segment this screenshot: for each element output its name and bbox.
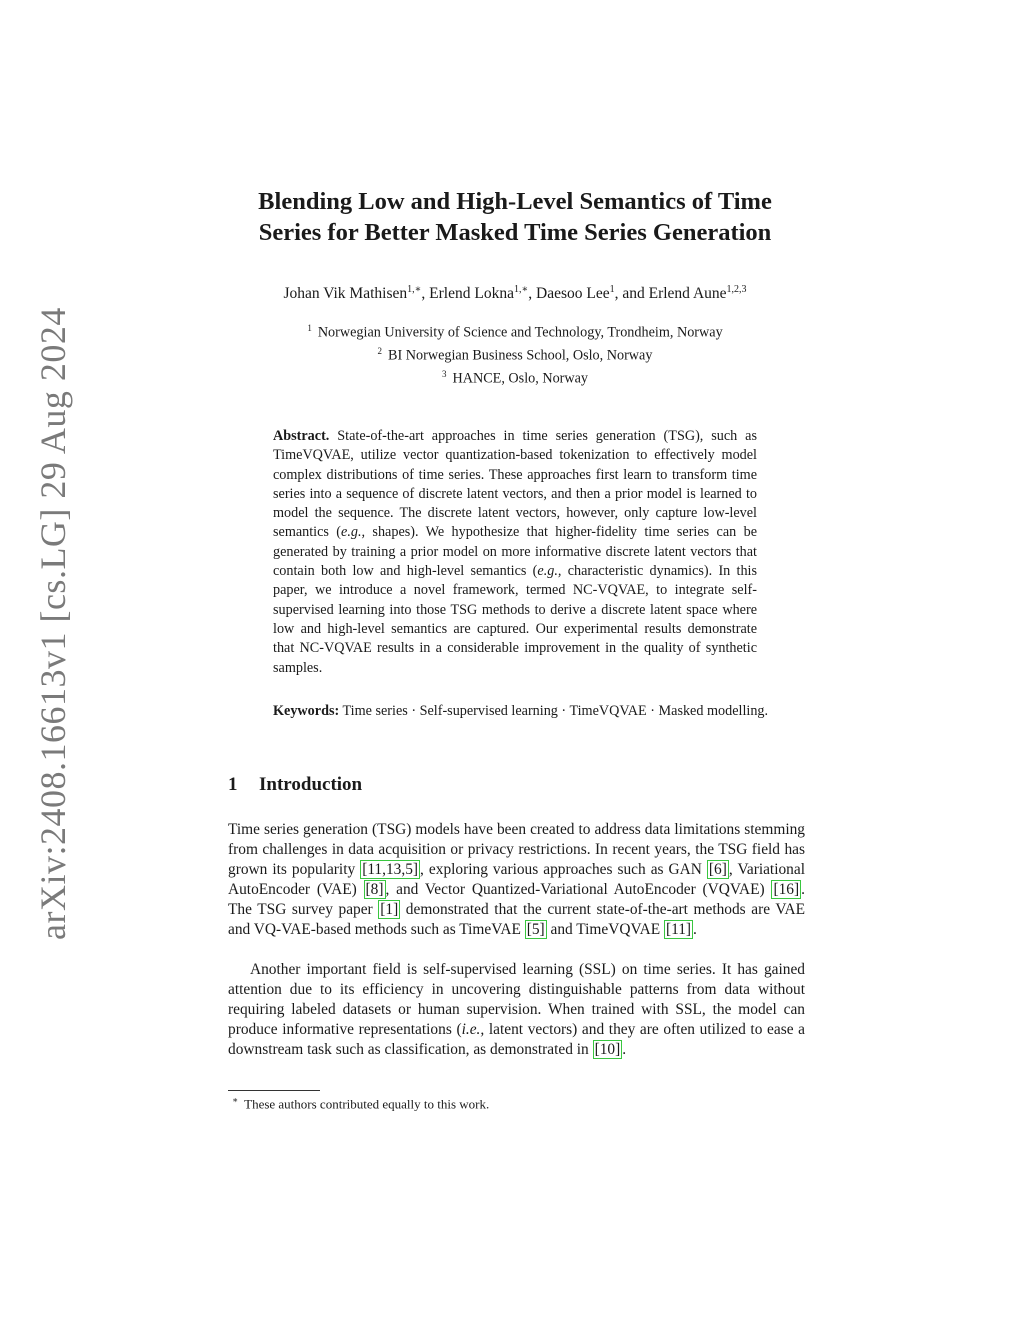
author-name: Daesoo Lee xyxy=(536,285,610,303)
paragraph-text: . The TSG survey paper xyxy=(228,881,805,919)
affiliation-text: Norwegian University of Science and Technology, Trondheim, Norway xyxy=(317,324,723,341)
section-number: 1 xyxy=(228,774,238,795)
author-affil-mark: 1,∗ xyxy=(407,284,422,295)
affiliation-list xyxy=(200,319,830,389)
title-line-2: Series for Better Masked Time Series Generation xyxy=(258,219,772,246)
author-affil-mark: 1 xyxy=(609,284,615,295)
author-affil-mark: 1,∗ xyxy=(513,284,529,295)
affiliation xyxy=(200,365,830,388)
paragraph-text: and TimeVQVAE xyxy=(546,921,664,939)
footnote-mark: ∗ xyxy=(232,1095,239,1105)
abstract-text: characteristic dynamics). In this paper, we introduce a novel framework, termed NC-VQVAE, to integrate self-supervised learning into those TSG methods to derive a discrete latent space where low and high-level semantics are captured. Our experimental results demonstrate that NC-VQVAE results in a considerable improvement in the quality of synthetic samples. xyxy=(273,563,757,676)
affiliation xyxy=(200,319,830,342)
affiliation-mark: 2 xyxy=(377,346,383,357)
paragraph-text: Another important field is self-supervised learning (SSL) on time series. It has gained attention due to its efficiency in uncovering distinguishable patterns from data without requiring labeled datasets or human supervision. When trained with SSL, the model can produce informative representations ( xyxy=(228,961,805,1039)
abstract-label: Abstract. xyxy=(273,428,330,444)
footnote xyxy=(232,1095,489,1112)
abstract-eg: e.g., xyxy=(341,524,366,541)
section-title: Introduction xyxy=(259,774,363,795)
intro-paragraph-1 xyxy=(228,820,805,941)
paragraph-text: , Variational AutoEncoder (VAE) xyxy=(228,861,805,899)
abstract-text: State-of-the-art approaches in time series generation (TSG), such as TimeVQVAE, utilize vector quantization-based tokenization to effectively model complex distributions of time series. These approaches first learn to transform time series into a sequence of discrete latent vectors, and then a prior model is learned to model the sequence. The discrete latent vectors, however, only capture low-level semantics ( xyxy=(273,428,757,541)
arxiv-identifier: arXiv:2408.16613v1 [cs.LG] 29 Aug 2024 xyxy=(33,307,73,940)
paper-title xyxy=(200,186,830,248)
arxiv-side-stamp xyxy=(28,0,73,1325)
keywords xyxy=(273,702,769,721)
abstract-text: shapes). We hypothesize that higher-fidelity time series can be generated by training a prior model on more informative discrete latent vectors that contain both low and high-level semantics ( xyxy=(273,524,757,580)
footnote-rule xyxy=(228,1090,320,1091)
citation-link[interactable]: [11,13,5] xyxy=(362,861,419,879)
keywords-text: Time series · Self-supervised learning · TimeVQVAE · Masked modelling. xyxy=(339,703,769,719)
abstract-eg: e.g., xyxy=(537,563,562,580)
author-separator: , xyxy=(421,285,430,303)
section-heading xyxy=(228,774,362,796)
author-name: Erlend Lokna xyxy=(429,285,514,303)
intro-paragraph-2 xyxy=(228,960,805,1060)
author-separator: , xyxy=(528,285,536,303)
paragraph-text: demonstrated that the current state-of-the-art methods are VAE and VQ-VAE-based methods such as TimeVAE xyxy=(228,901,805,939)
citation-link[interactable]: [6] xyxy=(708,861,727,879)
citation-link[interactable]: [11] xyxy=(665,921,692,939)
title-line-1: Blending Low and High-Level Semantics of Time xyxy=(258,188,772,215)
citation-link[interactable]: [16] xyxy=(773,881,800,899)
citation-link[interactable]: [1] xyxy=(380,901,399,919)
citation-link[interactable]: [5] xyxy=(526,921,545,939)
affiliation xyxy=(200,342,830,365)
affiliation-mark: 1 xyxy=(307,323,312,333)
abstract xyxy=(273,427,757,678)
paragraph-text: Time series generation (TSG) models have been created to address data limitations stemming from challenges in data acquisition or privacy restrictions. In recent years, the TSG field has grown its popularity xyxy=(228,821,805,879)
footnote-text: These authors contributed equally to this work. xyxy=(244,1096,490,1112)
paragraph-text: . xyxy=(693,921,697,939)
paragraph-text: . xyxy=(622,1041,627,1059)
paragraph-text: , exploring various approaches such as GAN xyxy=(420,861,707,879)
affiliation-mark: 3 xyxy=(441,369,447,380)
affiliation-text: BI Norwegian Business School, Oslo, Norway xyxy=(388,347,653,364)
author-affil-mark: 1,2,3 xyxy=(726,284,747,295)
citation-link[interactable]: [8] xyxy=(365,881,384,899)
citation-link[interactable]: [10] xyxy=(594,1041,621,1059)
paragraph-ie: i.e., xyxy=(461,1021,485,1039)
affiliation-text: HANCE, Oslo, Norway xyxy=(452,371,589,388)
paragraph-text: latent vectors) and they are often utilized to ease a downstream task such as classification, as demonstrated in xyxy=(228,1021,805,1059)
author-list xyxy=(200,284,830,303)
keywords-label: Keywords: xyxy=(273,703,340,719)
author-separator: , and xyxy=(614,285,649,303)
author-name: Johan Vik Mathisen xyxy=(283,285,408,303)
author-name: Erlend Aune xyxy=(648,285,727,303)
paragraph-text: , and Vector Quantized-Variational AutoEncoder (VQVAE) xyxy=(385,881,772,899)
